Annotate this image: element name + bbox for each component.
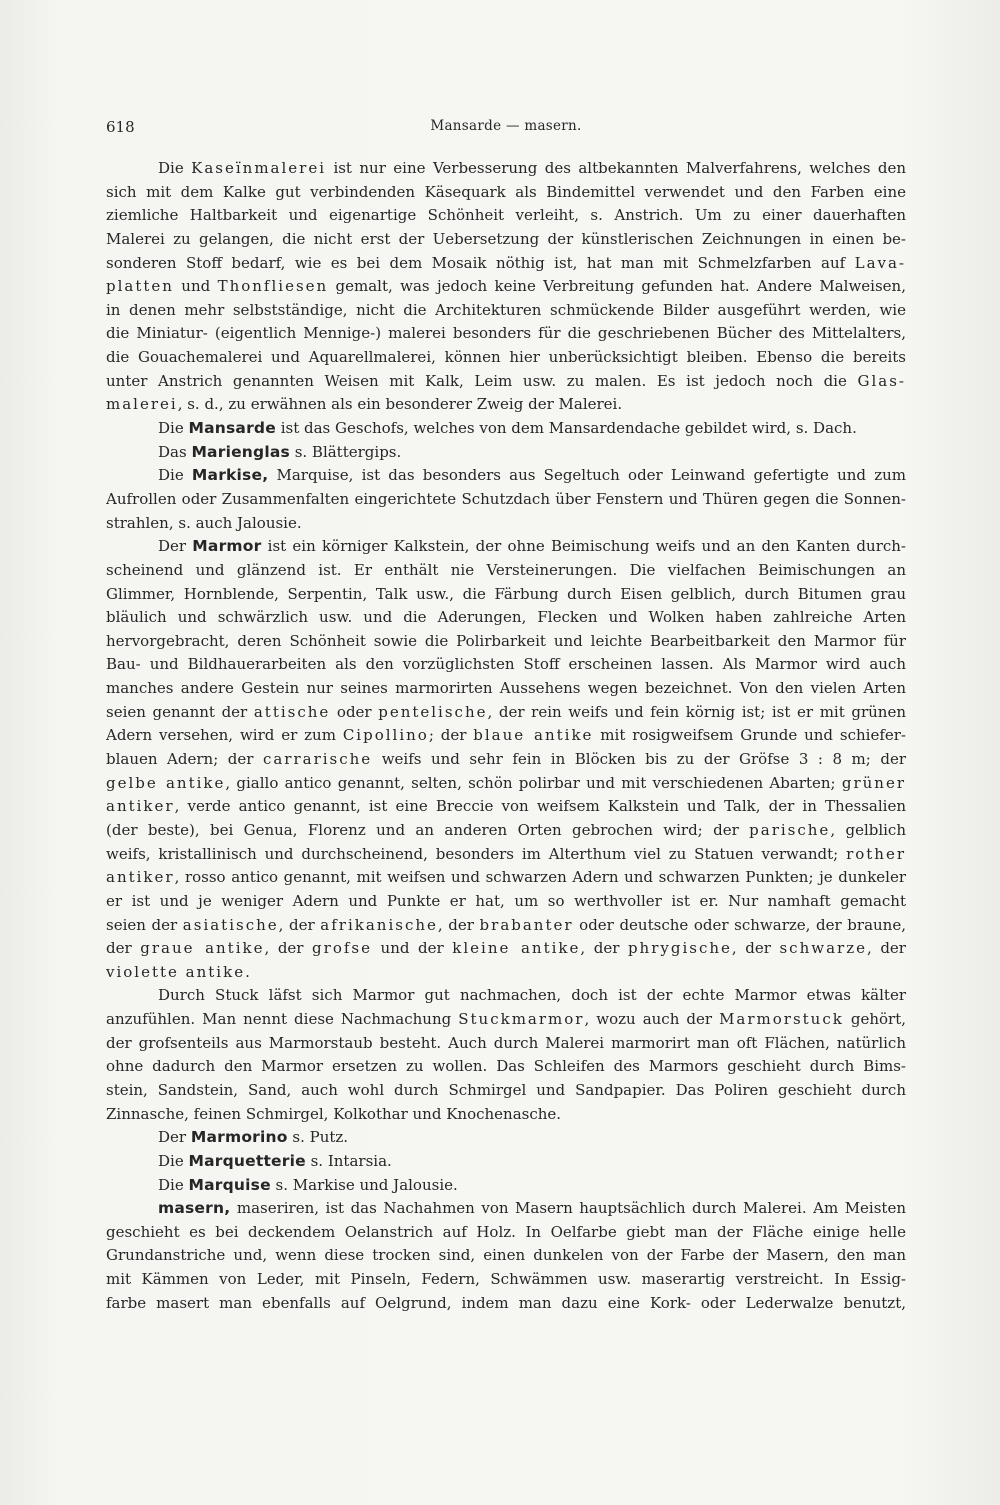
spaced-term: malerei: [106, 395, 178, 414]
text-run: und der: [371, 939, 453, 958]
text-run: .: [245, 962, 250, 981]
text-run: Die: [158, 159, 192, 177]
text-run: , der: [866, 939, 906, 958]
text-line: [106, 322, 906, 346]
text-run: s. Putz.: [287, 1128, 349, 1147]
text-line: [106, 346, 906, 370]
text-line: [106, 275, 906, 299]
text-run: die Miniatur- (eigentlich Mennige-) malerei besonders für die geschriebenen Bücher des Mittelalters,: [106, 324, 906, 343]
text-run: Durch Stuck läfst sich Marmor gut nachmachen, doch ist der echte Marmor etwas kälter: [158, 986, 906, 1005]
text-run: Bau- und Bildhauerarbeiten als den vorzüglichsten Stoff erscheinen lassen. Als Marmor wird auch: [106, 655, 906, 674]
text-run: sich mit dem Kalke gut verbindenden Käsequark als Bindemittel verwendet und den Farben eine: [106, 182, 906, 201]
text-line: [106, 535, 906, 559]
text-run: Grundanstriche und, wenn diese trocken sind, einen dunkelen von der Farbe der Masern, den man: [106, 1246, 906, 1265]
text-line: [106, 1150, 906, 1174]
spaced-term: grofse: [312, 939, 372, 958]
text-run: Zinnasche, feinen Schmirgel, Kolkothar und Knochenasche.: [106, 1104, 562, 1123]
text-run: farbe masert man ebenfalls auf Oelgrund, indem man dazu eine Kork- oder Lederwalze benutzt,: [106, 1293, 906, 1312]
text-line: [106, 228, 906, 252]
spaced-term: pentelische: [378, 702, 488, 721]
text-line: [106, 1197, 906, 1221]
text-line: [106, 653, 906, 677]
text-line: [106, 1008, 906, 1032]
spaced-term: violette antike: [106, 962, 246, 981]
text-run: scheinend und glänzend ist. Er enthält nie Versteinerungen. Die vielfachen Beimischungen an: [106, 560, 906, 579]
text-run: , gelblich: [830, 820, 906, 839]
text-line: [106, 724, 906, 748]
text-run: s. Intarsia.: [305, 1151, 392, 1170]
text-run: Marquise, ist das besonders aus Segeltuch oder Leinwand gefertigte und zum: [268, 466, 906, 485]
text-run: ohne dadurch den Marmor ersetzen zu wollen. Das Schleifen des Marmors geschieht durch Bims-: [106, 1057, 906, 1076]
text-line: [106, 559, 906, 583]
text-run: s. Markise und Jalousie.: [270, 1175, 458, 1194]
text-run: manches andere Gestein nur seines marmorirten Aussehens wegen bezeichnet. Von den vielen Arten: [106, 679, 906, 698]
text-line: [106, 843, 906, 867]
text-line: [106, 1055, 906, 1079]
body-text: [106, 157, 906, 1315]
text-run: oder: [330, 702, 379, 721]
page-header: [106, 118, 906, 142]
text-run: ; der: [428, 726, 474, 745]
text-line: [106, 1221, 906, 1245]
spaced-term: antiker: [106, 868, 175, 887]
text-line: [106, 890, 906, 914]
text-line: [106, 677, 906, 701]
spaced-term: parische: [749, 820, 831, 839]
text-line: [106, 1268, 906, 1292]
text-run: unter Anstrich genannten Weisen mit Kalk, Leim usw. zu malen. Es ist jedoch noch die: [106, 371, 858, 390]
text-run: gehört,: [843, 1010, 906, 1029]
text-run: , der rein weifs und fein körnig ist; ist er mit grünen: [487, 702, 906, 721]
text-run: , wozu auch der: [584, 1010, 720, 1029]
text-line: [106, 393, 906, 417]
spaced-term: Cipollino: [342, 726, 429, 745]
text-run: maseriren, ist das Nachahmen von Masern hauptsächlich durch Malerei. Am Meisten: [230, 1199, 906, 1218]
text-line: [106, 181, 906, 205]
text-line: [106, 630, 906, 654]
text-run: seien genannt der: [106, 702, 254, 721]
text-run: ist nur eine Verbesserung des altbekannten Malverfahrens, welches den: [326, 159, 906, 177]
spaced-term: graue antike: [140, 939, 265, 958]
text-line: [106, 937, 906, 961]
text-run: anzufühlen. Man nennt diese Nachmachung: [106, 1010, 459, 1029]
text-line: [106, 370, 906, 394]
text-line: [106, 914, 906, 938]
spaced-term: schwarze: [779, 939, 867, 958]
text-line: [106, 606, 906, 630]
text-line: [106, 701, 906, 725]
headword: Marquetterie: [188, 1151, 306, 1170]
page-number: 618: [106, 118, 135, 136]
text-run: , rosso antico genannt, mit weifsen und schwarzen Adern und schwarzen Punkten; je dunkeler: [174, 868, 906, 887]
text-run: er ist und je weniger Adern und Punkte er hat, um so werthvoller ist er. Nur namhaft gemacht: [106, 891, 906, 910]
spaced-term: Marmorstuck: [719, 1010, 844, 1029]
text-run: seien der: [106, 915, 183, 934]
text-line: [106, 1126, 906, 1150]
headword: Marmorino: [190, 1128, 288, 1147]
text-run: , der: [731, 939, 780, 958]
text-run: hervorgebracht, deren Schönheit sowie die Polirbarkeit und leichte Bearbeitbarkeit den Marmor für: [106, 631, 906, 650]
spaced-term: asiatische: [182, 915, 279, 934]
text-run: der grofsenteils aus Marmorstaub besteht. Auch durch Malerei marmorirt man oft Flächen, natürlich: [106, 1033, 906, 1052]
text-line: [106, 772, 906, 796]
spaced-term: antiker: [106, 797, 175, 816]
text-run: gemalt, was jedoch keine Verbreitung gefunden hat. Andere Malweisen,: [328, 277, 906, 296]
spaced-term: attische: [253, 702, 331, 721]
text-run: Malerei zu gelangen, die nicht erst der Uebersetzung der künstlerischen Zeichnungen in einen be-: [106, 229, 906, 248]
spaced-term: platten: [106, 277, 174, 296]
spaced-term: Glas-: [857, 371, 906, 390]
text-line: [106, 866, 906, 890]
text-run: Aufrollen oder Zusammenfalten eingerichtete Schutzdach über Fenstern und Thüren gegen die Sonnen-: [106, 489, 906, 508]
text-line: [106, 748, 906, 772]
text-line: [106, 464, 906, 488]
text-run: Glimmer, Hornblende, Serpentin, Talk usw., die Färbung durch Eisen gelblich, durch Bitumen grau: [106, 584, 906, 603]
text-run: Der: [158, 537, 193, 556]
text-run: , der: [264, 939, 313, 958]
text-run: Die: [158, 1151, 189, 1170]
text-run: Der: [158, 1128, 191, 1147]
text-run: , verde antico genannt, ist eine Breccie von weifsem Kalkstein und Talk, der in Thessalien: [174, 797, 906, 816]
headword: Markise,: [191, 466, 269, 485]
text-line: [106, 1032, 906, 1056]
text-run: mit Kämmen von Leder, mit Pinseln, Federn, Schwämmen usw. maserartig verstreicht. In Essig-: [106, 1270, 906, 1289]
text-run: , giallo antico genannt, selten, schön polirbar und mit verschiedenen Abarten;: [225, 773, 842, 792]
text-line: [106, 1244, 906, 1268]
text-run: und: [173, 277, 218, 296]
headword: Marmor: [192, 537, 262, 556]
text-line: [106, 417, 906, 441]
text-run: ziemliche Haltbarkeit und eigenartige Schönheit verleiht, s. Anstrich. Um zu einer dauerhaften: [106, 206, 906, 225]
spaced-term: phrygische: [627, 939, 732, 958]
text-run: stein, Sandstein, Sand, auch wohl durch Schmirgel und Sandpapier. Das Poliren geschieht durch: [106, 1080, 906, 1099]
spaced-term: blaue antike: [473, 726, 594, 745]
text-line: [106, 984, 906, 1008]
text-line: [106, 512, 906, 536]
spaced-term: carrarische: [262, 750, 373, 769]
spaced-term: Thonfliesen: [217, 277, 329, 296]
text-run: sonderen Stoff bedarf, wie es bei dem Mosaik nöthig ist, hat man mit Schmelzfarben auf: [106, 253, 855, 272]
text-line: [106, 1174, 906, 1198]
text-run: , der: [437, 915, 480, 934]
text-run: , s. d., zu erwähnen als ein besonderer Zweig der Malerei.: [177, 395, 623, 414]
text-run: der: [106, 939, 141, 958]
text-line: [106, 819, 906, 843]
text-run: weifs, kristallinisch und durchscheinend, besonders im Alterthum viel zu Statuen verwandt;: [106, 844, 847, 863]
spaced-term: gelbe antike: [106, 773, 226, 792]
text-run: , der: [580, 939, 628, 958]
text-run: s. Blättergips.: [289, 442, 402, 461]
text-run: Die: [158, 419, 189, 438]
text-line: [106, 795, 906, 819]
text-run: oder deutsche oder schwarze, der braune,: [573, 915, 906, 934]
headword: Mansarde: [188, 419, 276, 438]
text-run: blauen Adern; der: [106, 750, 263, 769]
text-run: Adern versehen, wird er zum: [106, 726, 343, 745]
text-line: [106, 441, 906, 465]
running-head: Mansarde — masern.: [430, 118, 582, 134]
spaced-term: brabanter: [479, 915, 574, 934]
text-run: bläulich und schwärzlich usw. und die Aderungen, Flecken und Wolken haben zahlreiche Arten: [106, 608, 906, 627]
spaced-term: rother: [846, 844, 906, 863]
text-run: die Gouachemalerei und Aquarellmalerei, können hier unberücksichtigt bleiben. Ebenso die bereits: [106, 348, 906, 367]
text-run: (der beste), bei Genua, Florenz und an anderen Orten gebrochen wird; der: [106, 820, 750, 839]
spaced-term: kleine antike: [452, 939, 581, 958]
text-run: , der: [278, 915, 321, 934]
spaced-term: Kaseïnmalerei: [191, 159, 327, 177]
headword: Marienglas: [191, 442, 290, 461]
headword: masern,: [158, 1199, 231, 1218]
text-line: [106, 1079, 906, 1103]
text-run: Die: [158, 1175, 189, 1194]
text-line: [106, 488, 906, 512]
text-line: [106, 204, 906, 228]
spaced-term: Stuckmarmor: [458, 1010, 585, 1029]
text-run: mit rosigweifsem Grunde und schiefer-: [593, 726, 906, 745]
text-line: [106, 961, 906, 985]
text-run: Das: [158, 442, 192, 461]
spaced-term: grüner: [841, 773, 906, 792]
spaced-term: Lava-: [854, 253, 906, 272]
text-run: strahlen, s. auch Jalousie.: [106, 513, 302, 532]
text-run: ist ein körniger Kalkstein, der ohne Beimischung weifs und an den Kanten durch-: [261, 537, 906, 556]
text-line: [106, 583, 906, 607]
text-run: geschieht es bei deckendem Oelanstrich auf Holz. In Oelfarbe giebt man der Fläche einige helle: [106, 1222, 906, 1241]
text-line: [106, 1292, 906, 1316]
spaced-term: afrikanische: [320, 915, 438, 934]
text-run: weifs und sehr fein in Blöcken bis zu der Gröfse 3 : 8 m; der: [372, 750, 906, 769]
text-run: in denen mehr selbstständige, nicht die Architekturen schmückende Bilder ausgeführt werden, wie: [106, 300, 906, 319]
text-line: [106, 299, 906, 323]
text-line: [106, 1103, 906, 1127]
text-line: [106, 252, 906, 276]
headword: Marquise: [188, 1175, 271, 1194]
text-run: ist das Geschofs, welches von dem Mansardendache gebildet wird, s. Dach.: [275, 419, 857, 438]
text-line: [106, 157, 906, 181]
text-run: Die: [158, 466, 192, 485]
